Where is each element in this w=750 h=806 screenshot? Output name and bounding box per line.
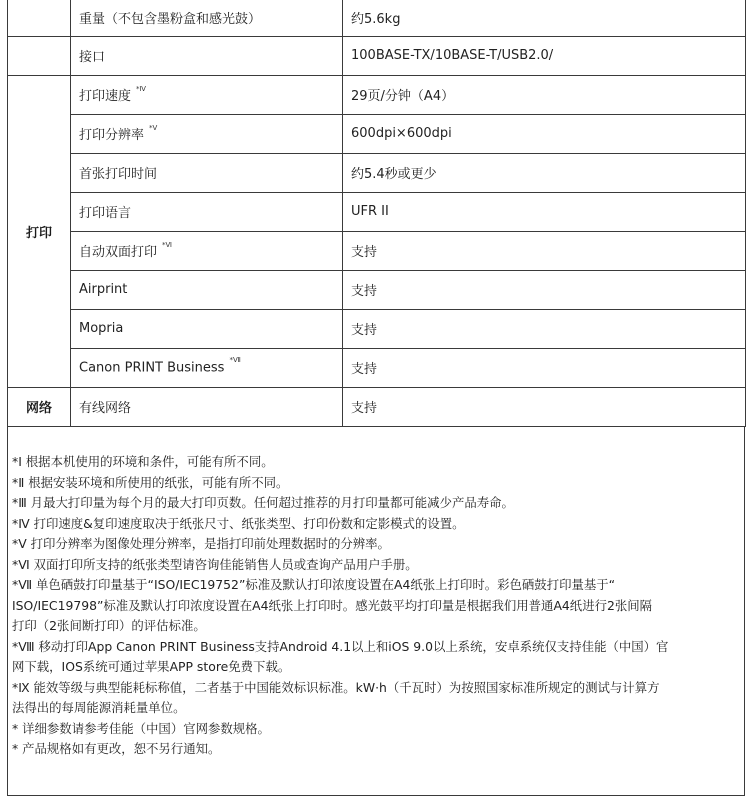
footnote-line: * 产品规格如有更改，恕不另行通知。 <box>12 741 221 756</box>
footnote-line: *Ⅲ 月最大打印量为每个月的最大打印页数。任何超过推荐的月打印量都可能减少产品寿命。 <box>12 495 514 510</box>
footnote-marker: *Ⅳ <box>136 84 146 93</box>
spec-value: 约5.6kg <box>343 0 746 36</box>
spec-label-text: Canon PRINT Business <box>79 360 225 376</box>
spec-value: 约5.4秒或更少 <box>343 153 746 192</box>
spec-value: 支持 <box>343 348 746 387</box>
category-cell-empty <box>8 36 71 75</box>
footnote-line: *Ⅶ 单色硒鼓打印量基于“ISO/IEC19752”标准及默认打印浓度设置在A4纸张上打印时。彩色硒鼓打印量基于“ <box>12 577 616 592</box>
category-cell-empty <box>8 0 71 36</box>
footnote-line: 网下载，IOS系统可通过苹果APP store免费下载。 <box>12 659 291 674</box>
spec-value: UFR II <box>343 192 746 231</box>
spec-label <box>71 348 343 387</box>
spec-label: 首张打印时间 <box>71 153 343 192</box>
spec-label <box>71 231 343 270</box>
table-row <box>8 0 746 36</box>
category-network: 网络 <box>8 387 71 426</box>
category-print: 打印 <box>8 75 71 387</box>
footnote-line: * 详细参数请参考佳能（中国）官网参数规格。 <box>12 720 270 736</box>
footnote-line: *Ⅸ 能效等级与典型能耗标称值，二者基于中国能效标识标准。kW·h（千瓦时）为按照国家标准所规定的测试与计算方 <box>12 679 660 695</box>
footnote-line: *Ⅴ 打印分辨率为图像处理分辨率，是指打印前处理数据时的分辨率。 <box>12 536 390 551</box>
spec-table <box>7 0 746 427</box>
table-row <box>8 231 746 270</box>
spec-label <box>71 75 343 114</box>
footnote-line: 打印（2张间断打印）的评估标准。 <box>12 618 206 633</box>
spec-value: 支持 <box>343 309 746 348</box>
spec-label: Airprint <box>71 270 343 309</box>
spec-label <box>71 114 343 153</box>
footnote-line: 法得出的每周能源消耗量单位。 <box>12 700 186 715</box>
table-row <box>8 75 746 114</box>
spec-value: 600dpi×600dpi <box>343 114 746 153</box>
table-row <box>8 114 746 153</box>
spec-value: 支持 <box>343 387 746 426</box>
footnote-line: *Ⅳ 打印速度&复印速度取决于纸张尺寸、纸张类型、打印份数和定影模式的设置。 <box>12 515 465 531</box>
table-row <box>8 270 746 309</box>
spec-label: 打印语言 <box>71 192 343 231</box>
spec-value: 支持 <box>343 231 746 270</box>
footnote-line: *Ⅷ 移动打印App Canon PRINT Business支持Android 4.1以上和iOS 9.0以上系统，安卓系统仅支持佳能（中国）官 <box>12 638 669 654</box>
spec-label: 重量（不包含墨粉盒和感光鼓） <box>71 0 343 36</box>
spec-label-text: 打印分辨率 <box>79 128 145 143</box>
spec-value: 29页/分钟（A4） <box>343 75 746 114</box>
spec-label: 有线网络 <box>71 387 343 426</box>
footnote-line: ISO/IEC19798”标准及默认打印浓度设置在A4纸张上打印时。感光鼓平均打印量是根据我们用普通A4纸进行2张间隔 <box>12 597 653 613</box>
table-row <box>8 153 746 192</box>
spec-value: 100BASE-TX/10BASE-T/USB2.0/ <box>343 36 746 75</box>
table-row <box>8 36 746 75</box>
footnote-line: *Ⅱ 根据安装环境和所使用的纸张，可能有所不同。 <box>12 474 289 490</box>
spec-label: 接口 <box>71 36 343 75</box>
spec-label: Mopria <box>71 309 343 348</box>
spec-label-text: 打印速度 <box>79 89 132 104</box>
footnote-marker: *Ⅴ <box>149 123 158 132</box>
spec-label-text: 自动双面打印 <box>79 245 158 260</box>
table-row <box>8 192 746 231</box>
footnote-marker: *Ⅵ <box>162 240 172 249</box>
footnotes-box <box>7 426 745 796</box>
footnote-line: *Ⅰ 根据本机使用的环境和条件，可能有所不同。 <box>12 454 274 469</box>
spec-value: 支持 <box>343 270 746 309</box>
footnote-line: *Ⅵ 双面打印所支持的纸张类型请咨询佳能销售人员或查询产品用户手册。 <box>12 556 418 572</box>
footnote-marker: *Ⅶ <box>229 355 241 364</box>
table-row <box>8 309 746 348</box>
table-row <box>8 348 746 387</box>
table-row <box>8 387 746 426</box>
